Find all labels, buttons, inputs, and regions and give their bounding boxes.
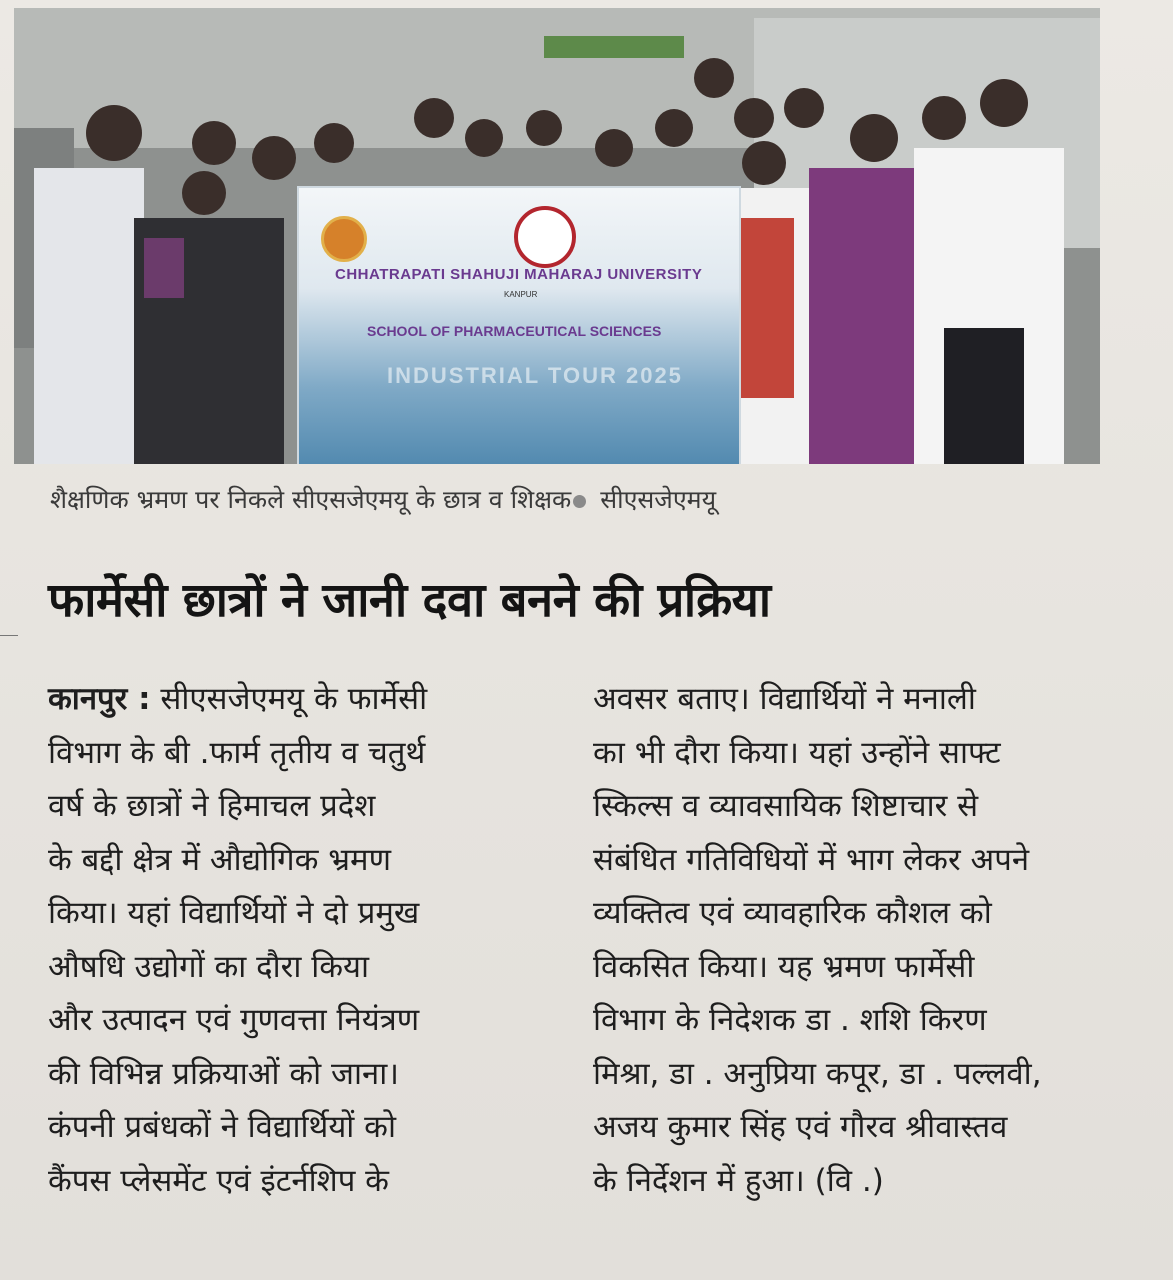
- article-line: और उत्पादन एवं गुणवत्ता नियंत्रण: [48, 1002, 420, 1038]
- banner-university-name: CHHATRAPATI SHAHUJI MAHARAJ UNIVERSITY: [335, 266, 703, 283]
- article-line: कैंपस प्लेसमेंट एवं इंटर्नशिप के: [48, 1162, 389, 1199]
- article-line: कानपुर : सीएसजेएमयू के फार्मेसी: [48, 681, 428, 717]
- banner-city: KANPUR: [504, 290, 538, 299]
- margin-mark: [0, 635, 18, 636]
- banner-school-name: SCHOOL OF PHARMACEUTICAL SCIENCES: [367, 323, 662, 339]
- article-line: वर्ष के छात्रों ने हिमाचल प्रदेश: [48, 788, 376, 824]
- university-seal-icon: [514, 206, 576, 268]
- left-logo-icon: [321, 216, 367, 262]
- article-line: कंपनी प्रबंधकों ने विद्यार्थियों को: [48, 1109, 397, 1145]
- group-photo: [14, 8, 1100, 464]
- article-line: का भी दौरा किया। यहां उन्होंने साफ्ट: [593, 734, 1001, 771]
- article-line: औषधि उद्योगों का दौरा किया: [48, 948, 370, 985]
- banner-event: INDUSTRIAL TOUR 2025: [387, 363, 683, 388]
- headline: फार्मेसी छात्रों ने जानी दवा बनने की प्रक्रिया: [48, 573, 771, 628]
- article-line: के निर्देशन में हुआ। (वि .): [593, 1162, 884, 1199]
- article-line: विभाग के बी .फार्म तृतीय व चतुर्थ: [48, 734, 426, 771]
- bullet-icon: [573, 495, 586, 508]
- article-line: व्यक्तित्व एवं व्यावहारिक कौशल को: [593, 895, 992, 931]
- article-line: विकसित किया। यह भ्रमण फार्मेसी: [593, 948, 975, 985]
- article-line: स्किल्स व व्यावसायिक शिष्टाचार से: [593, 788, 979, 824]
- article-line: विभाग के निदेशक डा . शशि किरण: [593, 1002, 987, 1038]
- caption-text: शैक्षणिक भ्रमण पर निकले सीएसजेएमयू के छात्र व शिक्षक: [50, 485, 572, 514]
- university-banner: [297, 186, 741, 464]
- article-line: संबंधित गतिविधियों में भाग लेकर अपने: [593, 841, 1030, 878]
- article-line: अवसर बताए। विद्यार्थियों ने मनाली: [593, 681, 976, 717]
- article-line: के बद्दी क्षेत्र में औद्योगिक भ्रमण: [48, 841, 391, 878]
- article-column-1: [48, 673, 518, 1208]
- article-line: किया। यहां विद्यार्थियों ने दो प्रमुख: [48, 895, 420, 931]
- dateline: कानपुर :: [48, 681, 151, 717]
- article-line: मिश्रा, डा . अनुप्रिया कपूर, डा . पल्लवी,: [593, 1055, 1042, 1092]
- article-column-2: [593, 673, 1113, 1208]
- caption-credit: सीएसजेएमयू: [600, 485, 717, 514]
- article-line: की विभिन्न प्रक्रियाओं को जाना।: [48, 1055, 400, 1092]
- article-line: अजय कुमार सिंह एवं गौरव श्रीवास्तव: [593, 1109, 1008, 1145]
- photo-caption: [50, 482, 716, 516]
